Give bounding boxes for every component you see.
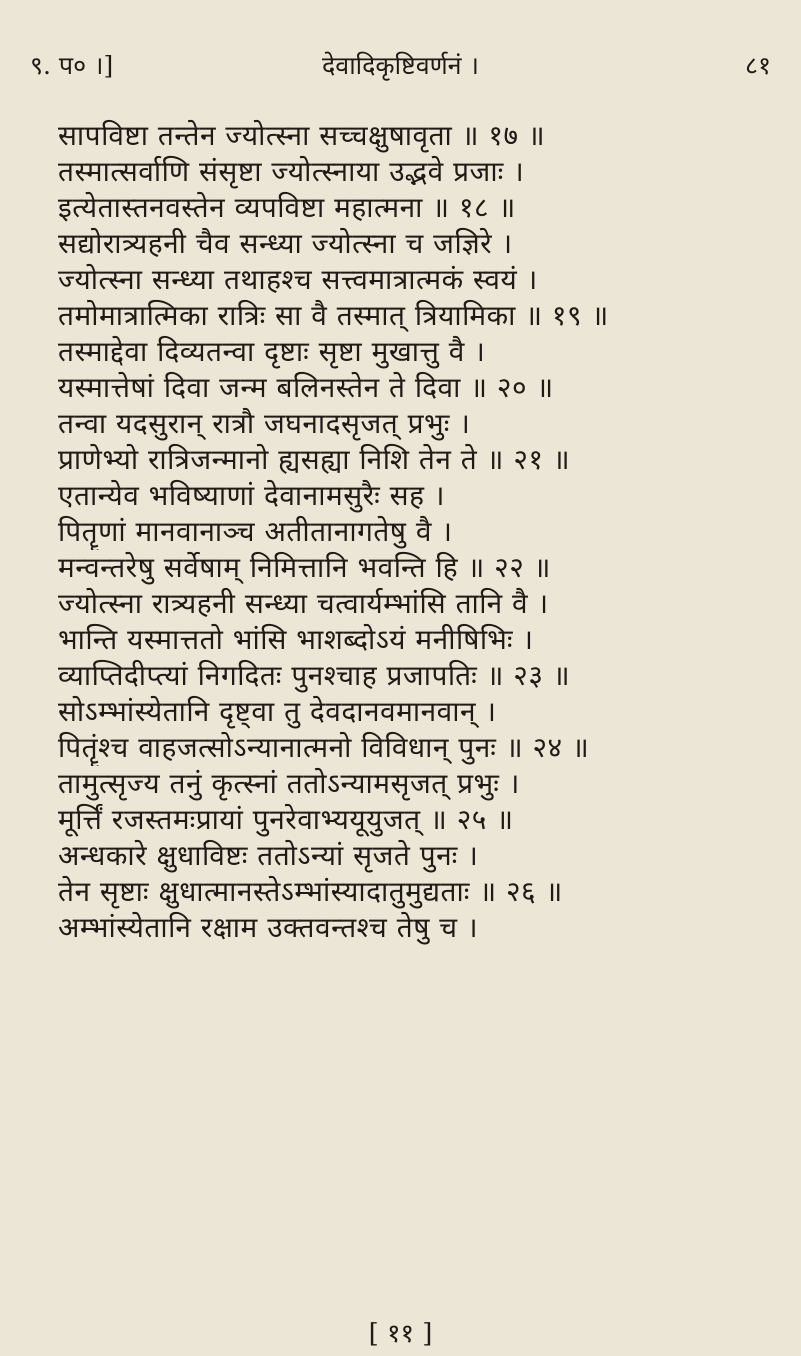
page-number: ८१ [744, 51, 771, 80]
verse-line: सोऽम्भांस्येतानि दृष्ट्वा तु देवदानवमानवान् । [58, 695, 497, 728]
verse-line: अन्धकारे क्षुधाविष्टः ततोऽन्यां सृजते पुनः । [58, 839, 479, 872]
verse-line: तमोमात्रात्मिका रात्रिः सा वै तस्मात् त्रियामिका ॥ १९ ॥ [58, 299, 609, 332]
verse-line: सद्योरात्र्यहनी चैव सन्ध्या ज्योत्स्ना च जज्ञिरे । [58, 227, 513, 260]
verse-line: भान्ति यस्मात्ततो भांसि भाशब्दोऽयं मनीषिभिः । [58, 623, 534, 656]
verse-line: तामुत्सृज्य तनुं कृत्स्नां ततोऽन्यामसृजत् प्रभुः । [58, 767, 520, 800]
verse-line: एतान्येव भविष्याणां देवानामसुरैः सह । [58, 479, 445, 512]
verse-line: यस्मात्तेषां दिवा जन्म बलिनस्तेन ते दिवा ॥ २० ॥ [58, 371, 554, 404]
verse-text [58, 118, 781, 946]
verse-line: तन्वा यदसुरान् रात्रौ जघनादसृजत् प्रभुः । [58, 407, 471, 440]
verse-line: इत्येतास्तनवस्तेन व्यपविष्टा महात्मना ॥ १८ ॥ [58, 191, 516, 224]
verse-line: पितॄंश्च वाहजत्सोऽन्यानात्मनो विविधान् पुनः ॥ २४ ॥ [58, 731, 590, 764]
verse-line: मूर्त्तिं रजस्तमःप्रायां पुनरेवाभ्ययूयुजत् ॥ २५ ॥ [58, 803, 514, 836]
verse-line: अम्भांस्येतानि रक्षाम उक्तवन्तश्च तेषु च । [58, 911, 479, 944]
running-header [30, 48, 771, 88]
verse-line: सापविष्टा तन्तेन ज्योत्स्ना सच्चक्षुषावृता ॥ १७ ॥ [58, 119, 546, 152]
verse-line: ज्योत्स्ना रात्र्यहनी सन्ध्या चत्वार्यम्भांसि तानि वै । [58, 587, 549, 620]
verse-line: ज्योत्स्ना सन्ध्या तथाहश्च सत्त्वमात्रात्मकं स्वयं । [58, 263, 538, 296]
verse-line: प्राणेभ्यो रात्रिजन्मानो ह्यसह्या निशि तेन ते ॥ २१ ॥ [58, 443, 571, 476]
header-title: देवादिकृष्टिवर्णनं । [322, 51, 479, 80]
header-section-marker: ९. प० ।] [30, 51, 114, 80]
verse-line: तस्माद्देवा दिव्यतन्वा दृष्टाः सृष्टा मुखात्तु वै । [58, 335, 486, 368]
verse-line: तस्मात्सर्वाणि संसृष्टा ज्योत्स्नाया उद्भवे प्रजाः । [58, 155, 525, 188]
verse-line: तेन सृष्टाः क्षुधात्मानस्तेऽम्भांस्यादातुमुद्यताः ॥ २६ ॥ [58, 875, 563, 908]
verse-line: पितॄणां मानवानाञ्च अतीतानागतेषु वै । [58, 515, 453, 548]
verse-line: व्याप्तिदीप्त्यां निगदितः पुनश्चाह प्रजापतिः ॥ २३ ॥ [58, 659, 571, 692]
signature-mark: [ ११ ] [368, 1319, 433, 1349]
verse-line: मन्वन्तरेषु सर्वेषाम् निमित्तानि भवन्ति हि ॥ २२ ॥ [58, 551, 551, 584]
